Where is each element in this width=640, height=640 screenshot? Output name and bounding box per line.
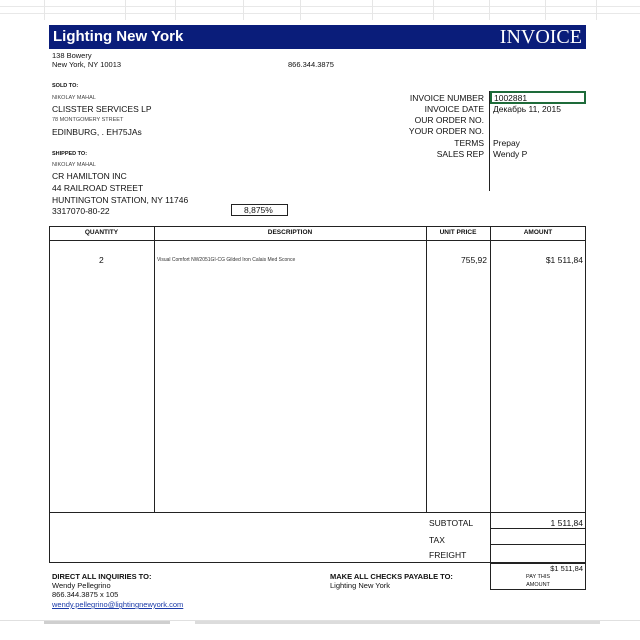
tax-rate-cell[interactable] xyxy=(231,204,288,216)
inquiries-phone: 866.344.3875 x 105 xyxy=(52,590,119,599)
invoice-date-value: Декабрь 11, 2015 xyxy=(493,104,561,114)
amount-label: AMOUNT xyxy=(526,582,550,588)
invoice-number-cell[interactable] xyxy=(490,91,586,104)
spreadsheet-grid-bottom xyxy=(0,620,640,640)
shipped-to-label: SHIPPED TO: xyxy=(52,151,88,157)
row-amount: $1 511,84 xyxy=(545,255,583,265)
total-box xyxy=(490,563,586,590)
col-header-amount: AMOUNT xyxy=(523,229,553,236)
col-header-quantity: QUANTITY xyxy=(84,229,119,236)
company-address-line2: New York, NY 10013 xyxy=(52,60,122,69)
checks-payable-label: MAKE ALL CHECKS PAYABLE TO: xyxy=(330,572,453,581)
pay-this-label: PAY THIS xyxy=(525,574,551,580)
your-order-label: YOUR ORDER NO. xyxy=(408,126,484,136)
invoice-title: INVOICE xyxy=(499,26,582,48)
sold-to-street: 78 MONTGOMERY STREET xyxy=(52,117,124,123)
sold-to-contact: NIKOLAY MAHAL xyxy=(52,95,96,101)
invoice-date-label: INVOICE DATE xyxy=(424,104,484,114)
freight-label: FREIGHT xyxy=(429,550,467,560)
inquiries-name: Wendy Pellegrino xyxy=(52,581,111,590)
sales-rep-value: Wendy P xyxy=(493,149,528,159)
shipped-to-city: HUNTINGTON STATION, NY 11746 xyxy=(52,195,189,205)
sales-rep-label: SALES REP xyxy=(436,149,484,159)
company-name: Lighting New York xyxy=(53,28,184,45)
shipped-to-contact: NIKOLAY MAHAL xyxy=(52,162,96,168)
col-header-unit-price: UNIT PRICE xyxy=(439,229,477,236)
col-header-description: DESCRIPTION xyxy=(267,229,313,236)
tax-rate-value: 8,875% xyxy=(244,205,273,215)
sold-to-company: CLISSTER SERVICES LP xyxy=(52,104,152,114)
our-order-label: OUR ORDER NO. xyxy=(414,115,484,125)
terms-value: Prepay xyxy=(493,138,520,148)
company-phone: 866.344.3875 xyxy=(288,60,334,69)
company-address-line1: 138 Bowery xyxy=(52,51,92,60)
subtotal-label: SUBTOTAL xyxy=(429,518,474,528)
shipped-to-phone: 3317070-80-22 xyxy=(52,206,110,216)
spreadsheet-grid xyxy=(0,0,640,20)
row-description: Visual Comfort NW2051GI-CG Gilded Iron Calais Med Sconce xyxy=(157,257,296,263)
sold-to-label: SOLD TO: xyxy=(52,83,79,89)
inquiries-label: DIRECT ALL INQUIRIES TO: xyxy=(52,572,152,581)
total-value: $1 511,84 xyxy=(550,564,583,573)
row-quantity: 2 xyxy=(99,255,104,265)
invoice-number-label: INVOICE NUMBER xyxy=(409,93,484,103)
tax-label: TAX xyxy=(429,535,445,545)
terms-label: TERMS xyxy=(454,138,484,148)
row-unit-price: 755,92 xyxy=(461,255,487,265)
shipped-to-company: CR HAMILTON INC xyxy=(52,171,127,181)
inquiries-email-link[interactable]: wendy.pellegrino@lightingnewyork.com xyxy=(52,600,184,609)
invoice-header-bar xyxy=(49,25,586,49)
subtotal-value: 1 511,84 xyxy=(550,518,583,528)
invoice-number-value: 1002881 xyxy=(494,93,528,103)
checks-payee: Lighting New York xyxy=(330,581,391,590)
sold-to-city: EDINBURG, . EH75JAs xyxy=(52,127,142,137)
shipped-to-street: 44 RAILROAD STREET xyxy=(52,183,144,193)
